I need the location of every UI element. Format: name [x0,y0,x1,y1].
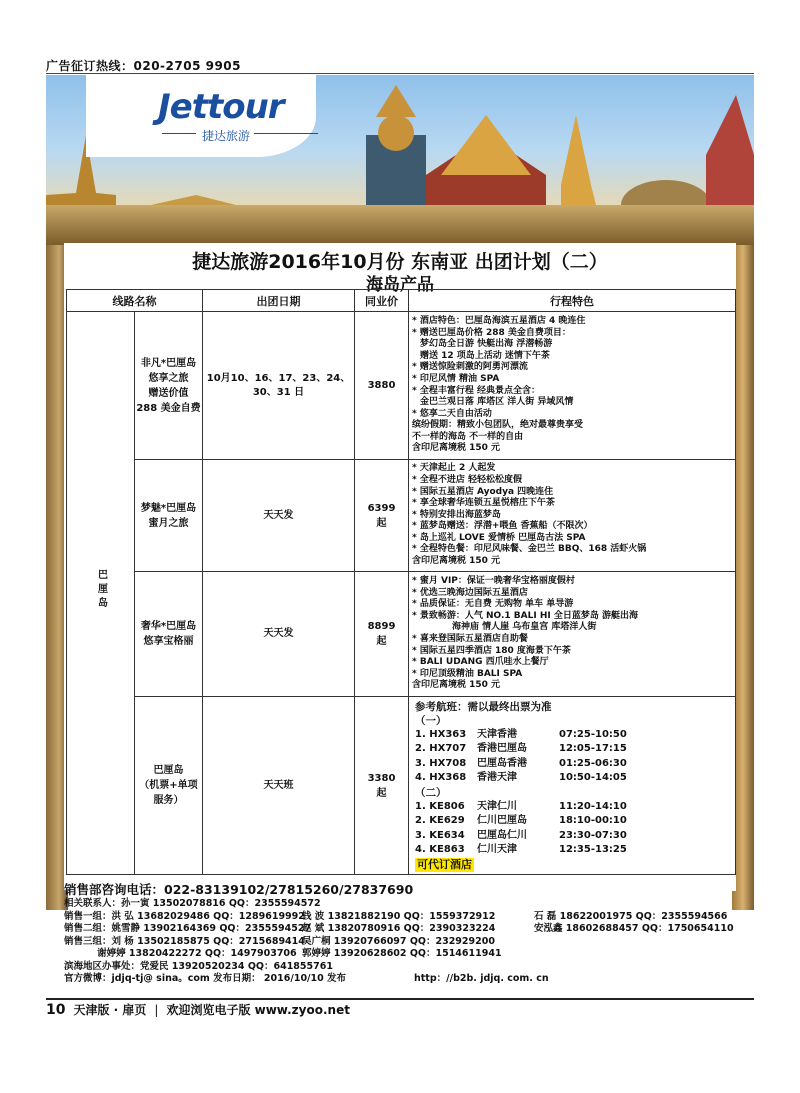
departure-date: 天天发 [203,572,355,697]
feature-line: * 蜜月 VIP：保证一晚奢华宝格丽度假村 [412,576,575,587]
flight-list [409,697,736,875]
table-row [67,460,736,572]
header-route: 线路名称 [67,290,203,312]
flight-item: 4. KE863 仁川天津 12:35-13:25 [415,844,627,855]
feature-line: * 天津起止 2 人起发 [412,463,496,474]
feature-line: * 特别安排出海蓝梦岛 [412,509,501,520]
flight-item: 1. KE806 天津仁川 11:20-14:10 [415,800,627,812]
hotel-booking-tag: 可代订酒店 [417,857,472,871]
feature-line: 缤纷假期：精致小包团队，绝对最尊贵享受 [412,420,584,431]
contact-row: 销售三组：刘 杨 13502185875 QQ：2715689414 吴广桐 13920766097 QQ：232929200 [64,935,495,947]
sales-hotline: 销售部咨询电话：022-83139102/27815260/27837690 [64,882,414,897]
route-name: 巴厘岛 （机票+单项 服务） [135,697,203,875]
footer-separator: | [154,1003,159,1017]
page-number: 10 [46,1002,66,1018]
feature-list [409,572,736,697]
flight-item: 2. KE629 仁川巴厘岛 18:10-00:10 [415,815,627,826]
feature-line: * 酒店特色：巴厘岛海滨五星酒店 4 晚连住 [412,315,586,326]
feature-line: * 蓝梦岛赠送：浮潜+喂鱼 香蕉船（不限次） [412,521,593,532]
brand-wordmark: Jettour [158,87,284,127]
feature-line: 含印尼离境税 150 元 [412,556,501,567]
plan-panel [64,243,736,891]
brand-subtitle: 捷达旅游 [202,129,251,143]
page-subtitle: 海岛产品 [366,275,434,295]
brand-logo[interactable] [86,75,316,157]
region-cell [67,312,135,875]
feature-line: * BALI UDANG 西爪哇水上餐厅 [412,657,549,668]
table-header-row [67,290,736,312]
flight-group-label: （一） [415,714,447,727]
header-price: 同业价 [355,290,409,312]
feature-line: 不一样的海岛 不一样的自由 [412,431,524,442]
trade-price: 8899 起 [355,572,409,697]
flight-item: 3. HX708 巴厘岛香港 01:25-06:30 [415,757,627,769]
feature-line: 海神庙 情人崖 乌布皇宫 库塔洋人街 [452,622,597,633]
feature-list [409,312,736,460]
footer-rule [46,998,754,1000]
b2b-link[interactable]: http：//b2b. jdjq. com. cn [414,973,549,984]
page-footer [46,1001,350,1018]
feature-line: 含印尼离境税 150 元 [412,680,501,691]
feature-line: * 印尼风情 精油 SPA [412,373,500,384]
feature-line: * 赠送惊险刺激的阿勇河漂流 [412,362,528,373]
website-link[interactable]: 欢迎浏览电子版 www.zyoo.net [166,1003,350,1017]
banner-ground [46,205,754,245]
feature-line: 金巴兰观日落 库塔区 洋人街 异域风情 [420,397,574,408]
page-title: 捷达旅游2016年10月份 东南亚 出团计划（二） [192,251,608,273]
feature-list [409,460,736,572]
feature-line: * 赠送巴厘岛价格 288 美金自费项目： [412,327,571,338]
contact-row: 销售二组：姚雪静 13902164369 QQ：2355594527 赵 斌 13820780916 QQ：2390323224 安泓鑫 18602688457 QQ：1750654110 [64,923,734,934]
hotline-rule [46,73,754,74]
feature-line: 梦幻岛全日游 快艇出海 浮潜畅游 [420,339,553,350]
feature-line: * 岛上巡礼 LOVE 爱情桥 巴厘岛古法 SPA [412,532,586,543]
edition-label: 天津版 · 扉页 [73,1003,147,1017]
feature-line: * 优选三晚海边国际五星酒店 [412,587,528,598]
feature-line: * 享全球奢华连锁五星悦榕庄下午茶 [412,498,555,509]
flight-item: 1. HX363 天津香港 07:25-10:50 [415,728,627,740]
header-banner [46,75,754,245]
contact-row: 销售一组：洪 弘 13682029486 QQ：1289619992 钱 波 13821882190 QQ：1559372912 石 磊 18622001975 QQ：2355594566 [64,910,728,922]
departure-date: 天天班 [203,697,355,875]
feature-line: 赠送 12 项岛上活动 迷情下午茶 [420,350,550,361]
brand-line-left [162,133,196,134]
region-label: 巴厘岛 [95,568,107,611]
flight-note: 参考航班：需以最终出票为准 [415,700,552,713]
header-features: 行程特色 [409,290,736,312]
feature-line: * 国际五星酒店 Ayodya 四晚连住 [412,486,554,497]
trade-price: 3880 [355,312,409,460]
feature-line: * 全程不进店 轻轻松松度假 [412,474,522,485]
table-row [67,312,736,460]
feature-line: * 品质保证：无自费 无购物 单车 单导游 [412,599,574,610]
feature-line: * 悠享二天自由活动 [412,408,492,419]
contact-row: 谢婷婷 13820422272 QQ：1497903706 郭婷婷 13920628602 QQ：1514611941 [64,948,502,959]
brand-line-right [254,133,318,134]
contact-row: 滨海地区办事处：党爱民 13920520234 QQ：641855761 [64,960,333,972]
route-name: 梦魅*巴厘岛 蜜月之旅 [135,460,203,572]
feature-line: * 景致畅游：人气 NO.1 BALI HI 全日蓝梦岛 游艇出海 [412,610,638,621]
departure-date: 10月10、16、17、23、24、 30、31 日 [203,312,355,460]
table-row [67,697,736,875]
departure-date: 天天发 [203,460,355,572]
contact-row: 官方微博：jdjq-tj@ sina。com 发布日期： 2016/10/10 发布 http：//b2b. jdjq. com. cn [64,973,549,984]
feature-line: * 国际五星四季酒店 180 度海景下午茶 [412,645,571,656]
flight-item: 3. KE634 巴厘岛仁川 23:30-07:30 [415,829,627,841]
contact-row: 相关联系人：孙一寅 13502078816 QQ：2355594572 [64,898,321,909]
route-name: 奢华*巴厘岛 悠享宝格丽 [135,572,203,697]
feature-line: * 喜来登国际五星酒店自助餐 [412,634,528,644]
feature-line: * 全程特色餐：印尼风味餐、金巴兰 BBQ、168 活虾火锅 [412,544,647,555]
feature-line: * 印尼顶级精油 BALI SPA [412,668,523,679]
feature-line: * 全程丰富行程 经典景点全含： [412,385,540,396]
route-name: 非凡*巴厘岛 悠享之旅 赠送价值 288 美金自费 [135,312,203,460]
contact-block [64,882,754,986]
header-date: 出团日期 [203,290,355,312]
hotline: 广告征订热线：020-2705 9905 [46,59,242,73]
feature-line: 含印尼离境税 150 元 [412,443,501,454]
table-row [67,572,736,697]
plan-table [66,289,736,875]
trade-price: 6399 起 [355,460,409,572]
flight-item: 4. HX368 香港天津 10:50-14:05 [415,772,627,783]
flight-group-label: （二） [415,786,447,799]
trade-price: 3380 起 [355,697,409,875]
flight-item: 2. HX707 香港巴厘岛 12:05-17:15 [415,743,627,754]
